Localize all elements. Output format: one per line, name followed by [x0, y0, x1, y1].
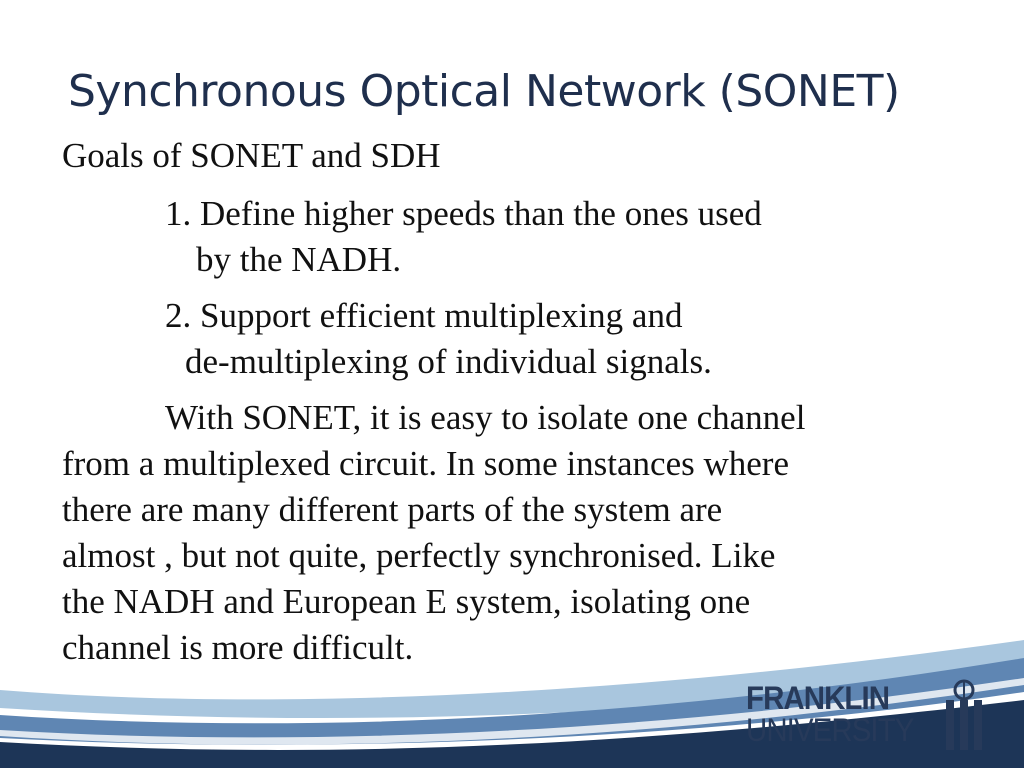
- logo-text-university: UNIVERSITY: [746, 712, 914, 748]
- paragraph-line: With SONET, it is easy to isolate one channel: [165, 398, 806, 437]
- paragraph-line: there are many different parts of the system are: [62, 490, 723, 529]
- goal-item-1-line-2: by the NADH.: [196, 240, 402, 279]
- goal-item-2-line-1: 2. Support efficient multiplexing and: [165, 296, 683, 335]
- goal-item-2-line-2: de-multiplexing of individual signals.: [185, 342, 712, 381]
- slide-title: Synchronous Optical Network (SONET): [68, 66, 900, 117]
- logo-text-franklin: FRANKLIN: [746, 680, 890, 716]
- paragraph-line: channel is more difficult.: [62, 628, 414, 667]
- paragraph-line: almost , but not quite, perfectly synchronised. Like: [62, 536, 776, 575]
- franklin-university-logo: [746, 678, 986, 750]
- paragraph-line: from a multiplexed circuit. In some instances where: [62, 444, 789, 483]
- goals-heading: Goals of SONET and SDH: [62, 136, 441, 175]
- paragraph-line: the NADH and European E system, isolating one: [62, 582, 751, 621]
- goal-item-1-line-1: 1. Define higher speeds than the ones used: [165, 194, 762, 233]
- franklin-university-emblem-icon: [942, 678, 986, 750]
